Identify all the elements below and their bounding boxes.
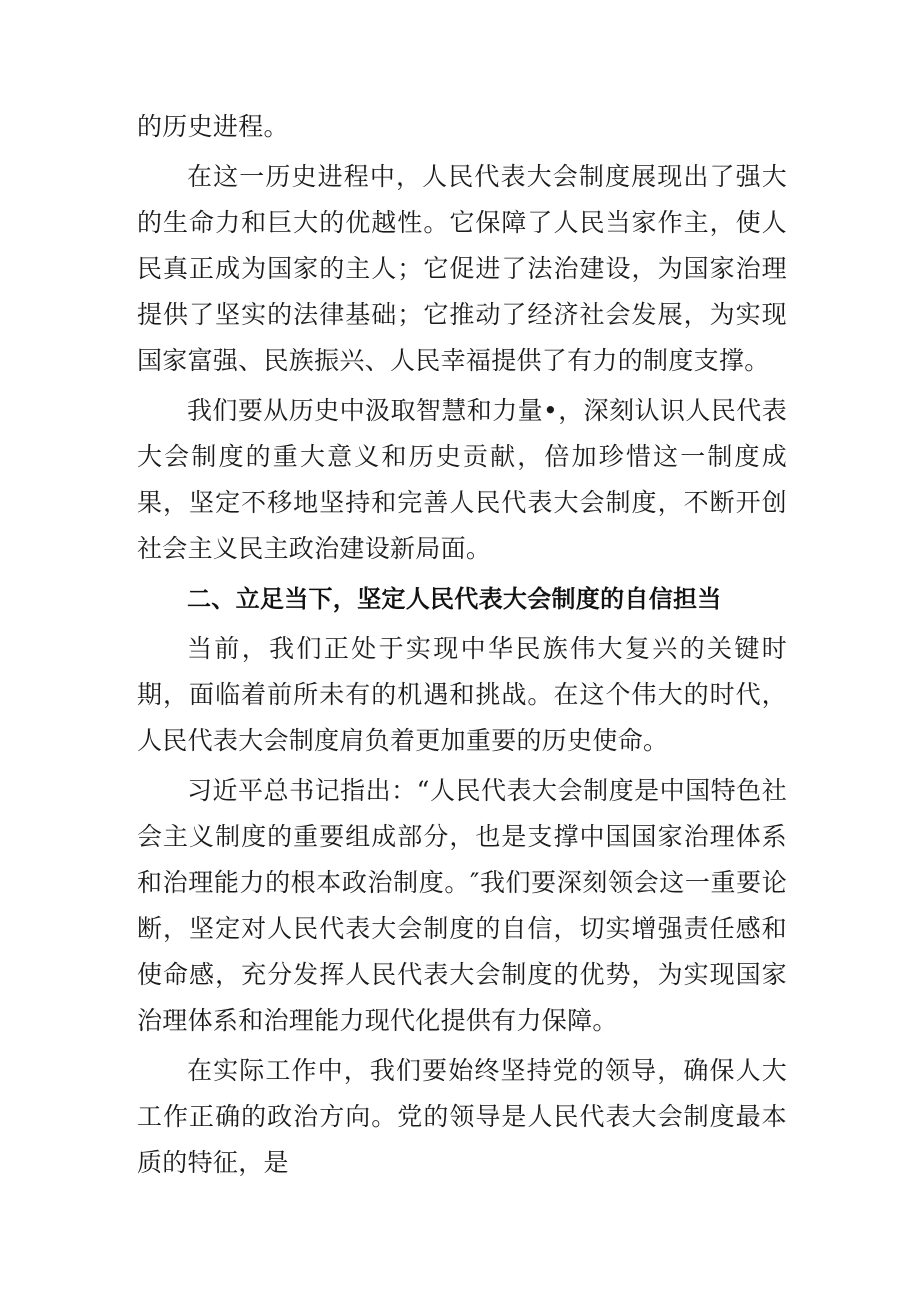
section-heading: 二、立足当下，坚定人民代表大会制度的自信担当 (187, 585, 722, 613)
document-body (137, 104, 787, 1186)
paragraph-current-period: 当前，我们正处于实现中华民族伟大复兴的关键时期，面临着前所未有的机遇和挑战。在这个伟大的时代，人民代表大会制度肩负着更加重要的历史使命。 (137, 634, 787, 755)
paragraph-continuation: 的历史进程。 (137, 112, 289, 141)
paragraph-party-leadership: 在实际工作中，我们要始终坚持党的领导，确保人大工作正确的政治方向。党的领导是人民代表大会制度最本质的特征，是 (137, 1056, 787, 1177)
paragraph-historical-process: 在这一历史进程中，人民代表大会制度展现出了强大的生命力和巨大的优越性。它保障了人民当家作主，使人民真正成为国家的主人；它促进了法治建设，为国家治理提供了坚实的法律基础；它推动了经济社会发展，为实现国家富强、民族振兴、人民幸福提供了有力的制度支撑。 (137, 162, 787, 375)
paragraph-quotation: 习近平总书记指出：“人民代表大会制度是中国特色社会主义制度的重要组成部分，也是支撑中国国家治理体系和治理能力的根本政治制度。″我们要深刻领会这一重要论断，坚定对人民代表大会制度的自信，切实增强责任感和使命感，充分发挥人民代表大会制度的优势，为实现国家治理体系和治理能力现代化提供有力保障。 (137, 776, 787, 1035)
paragraph-learn-from-history: 我们要从历史中汲取智慧和力量•，深刻认识人民代表大会制度的重大意义和历史贡献，倍加珍惜这一制度成果，坚定不移地坚持和完善人民代表大会制度，不断开创社会主义民主政治建设新局面。 (137, 396, 787, 563)
